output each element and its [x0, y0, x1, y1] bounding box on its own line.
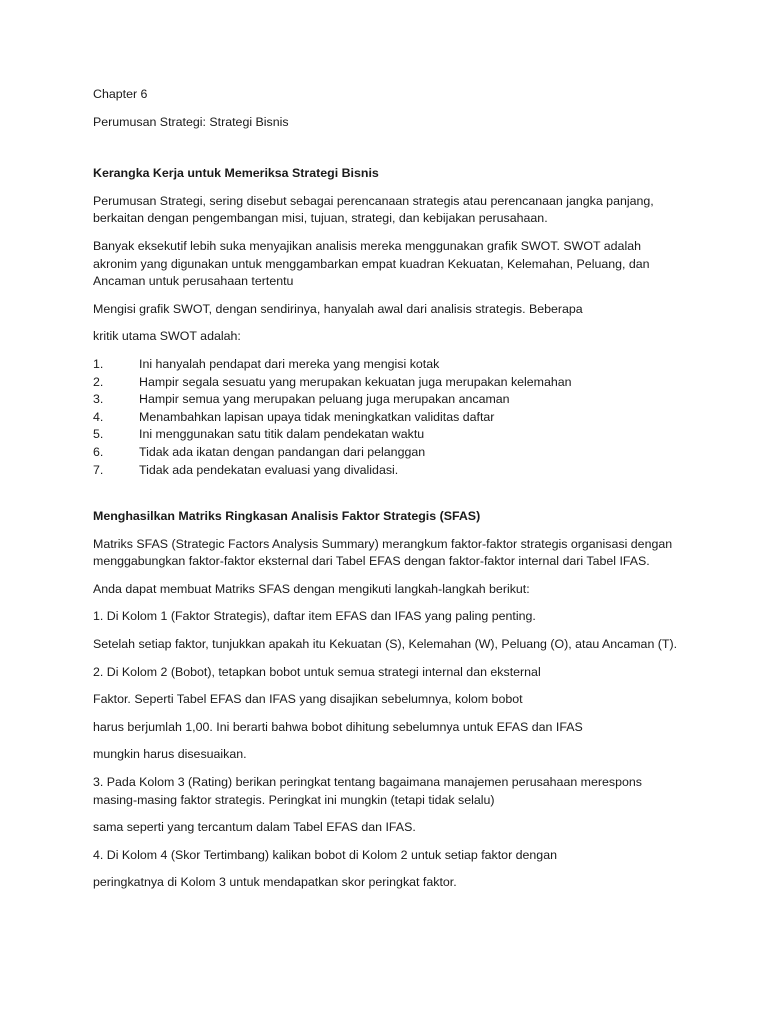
paragraph: kritik utama SWOT adalah: [93, 329, 241, 344]
list-number: 3. [93, 392, 104, 407]
list-item [93, 462, 683, 480]
paragraph: 3. Pada Kolom 3 (Rating) berikan peringkat tentang bagaimana manajemen perusahaan merespons masing-masing faktor strategis. Peringkat ini mungkin (tetapi tidak selalu) [93, 775, 642, 807]
paragraph: sama seperti yang tercantum dalam Tabel EFAS dan IFAS. [93, 820, 416, 835]
paragraph: harus berjumlah 1,00. Ini berarti bahwa bobot dihitung sebelumnya untuk EFAS dan IFAS [93, 719, 583, 734]
list-item [93, 444, 683, 462]
list-text: Hampir semua yang merupakan peluang juga merupakan ancaman [139, 392, 510, 407]
paragraph: Setelah setiap faktor, tunjukkan apakah itu Kekuatan (S), Kelemahan (W), Peluang (O), atau Ancaman (T). [93, 637, 678, 652]
paragraph: 1. Di Kolom 1 (Faktor Strategis), daftar item EFAS dan IFAS yang paling penting. [93, 609, 536, 624]
list-item [93, 374, 683, 392]
section-heading-sfas: Menghasilkan Matriks Ringkasan Analisis Faktor Strategis (SFAS) [93, 509, 481, 524]
paragraph: Anda dapat membuat Matriks SFAS dengan mengikuti langkah-langkah berikut: [93, 581, 530, 596]
list-item [93, 356, 683, 374]
list-text: Tidak ada pendekatan evaluasi yang divalidasi. [139, 462, 399, 477]
list-item [93, 409, 683, 427]
paragraph: Mengisi grafik SWOT, dengan sendirinya, hanyalah awal dari analisis strategis. Beberapa [93, 301, 583, 316]
list-text: Tidak ada ikatan dengan pandangan dari pelanggan [139, 444, 426, 459]
paragraph: Perumusan Strategi, sering disebut sebagai perencanaan strategis atau perencanaan jangka panjang, berkaitan dengan pengembangan misi, tujuan, strategi, dan kebijakan perusahaan. [93, 193, 654, 226]
paragraph: 4. Di Kolom 4 (Skor Tertimbang) kalikan bobot di Kolom 2 untuk setiap faktor dengan [93, 847, 557, 862]
document-page [93, 86, 683, 902]
list-number: 2. [93, 374, 104, 389]
document-title: Perumusan Strategi: Strategi Bisnis [93, 114, 289, 129]
list-number: 1. [93, 356, 104, 371]
paragraph: mungkin harus disesuaikan. [93, 747, 247, 762]
list-text: Ini menggunakan satu titik dalam pendekatan waktu [139, 427, 425, 442]
chapter-label: Chapter 6 [93, 87, 148, 101]
paragraph: peringkatnya di Kolom 3 untuk mendapatkan skor peringkat faktor. [93, 875, 457, 890]
list-text: Ini hanyalah pendapat dari mereka yang mengisi kotak [139, 356, 440, 371]
paragraph: Matriks SFAS (Strategic Factors Analysis Summary) merangkum faktor-faktor strategis organisasi dengan menggabungkan faktor-faktor eksternal dari Tabel EFAS dengan faktor-faktor internal dari Tabel IFAS. [93, 536, 673, 569]
list-text: Menambahkan lapisan upaya tidak meningkatkan validitas daftar [139, 409, 495, 424]
list-text: Hampir segala sesuatu yang merupakan kekuatan juga merupakan kelemahan [139, 374, 572, 389]
list-item [93, 391, 683, 409]
spacer [93, 141, 683, 165]
list-number: 6. [93, 444, 104, 459]
paragraph: 2. Di Kolom 2 (Bobot), tetapkan bobot untuk semua strategi internal dan eksternal [93, 664, 541, 679]
list-number: 5. [93, 427, 104, 442]
list-number: 4. [93, 409, 104, 424]
paragraph: Banyak eksekutif lebih suka menyajikan analisis mereka menggunakan grafik SWOT. SWOT adalah akronim yang digunakan untuk menggambarkan empat kuadran Kekuatan, Kelemahan, Peluang, dan Ancaman untuk perusahaan tertentu [93, 238, 650, 289]
list-item [93, 426, 683, 444]
paragraph: Faktor. Seperti Tabel EFAS dan IFAS yang disajikan sebelumnya, kolom bobot [93, 692, 523, 707]
spacer [93, 489, 683, 508]
list-number: 7. [93, 462, 104, 477]
swot-critique-list [93, 356, 683, 479]
section-heading-framework: Kerangka Kerja untuk Memeriksa Strategi Bisnis [93, 166, 379, 181]
